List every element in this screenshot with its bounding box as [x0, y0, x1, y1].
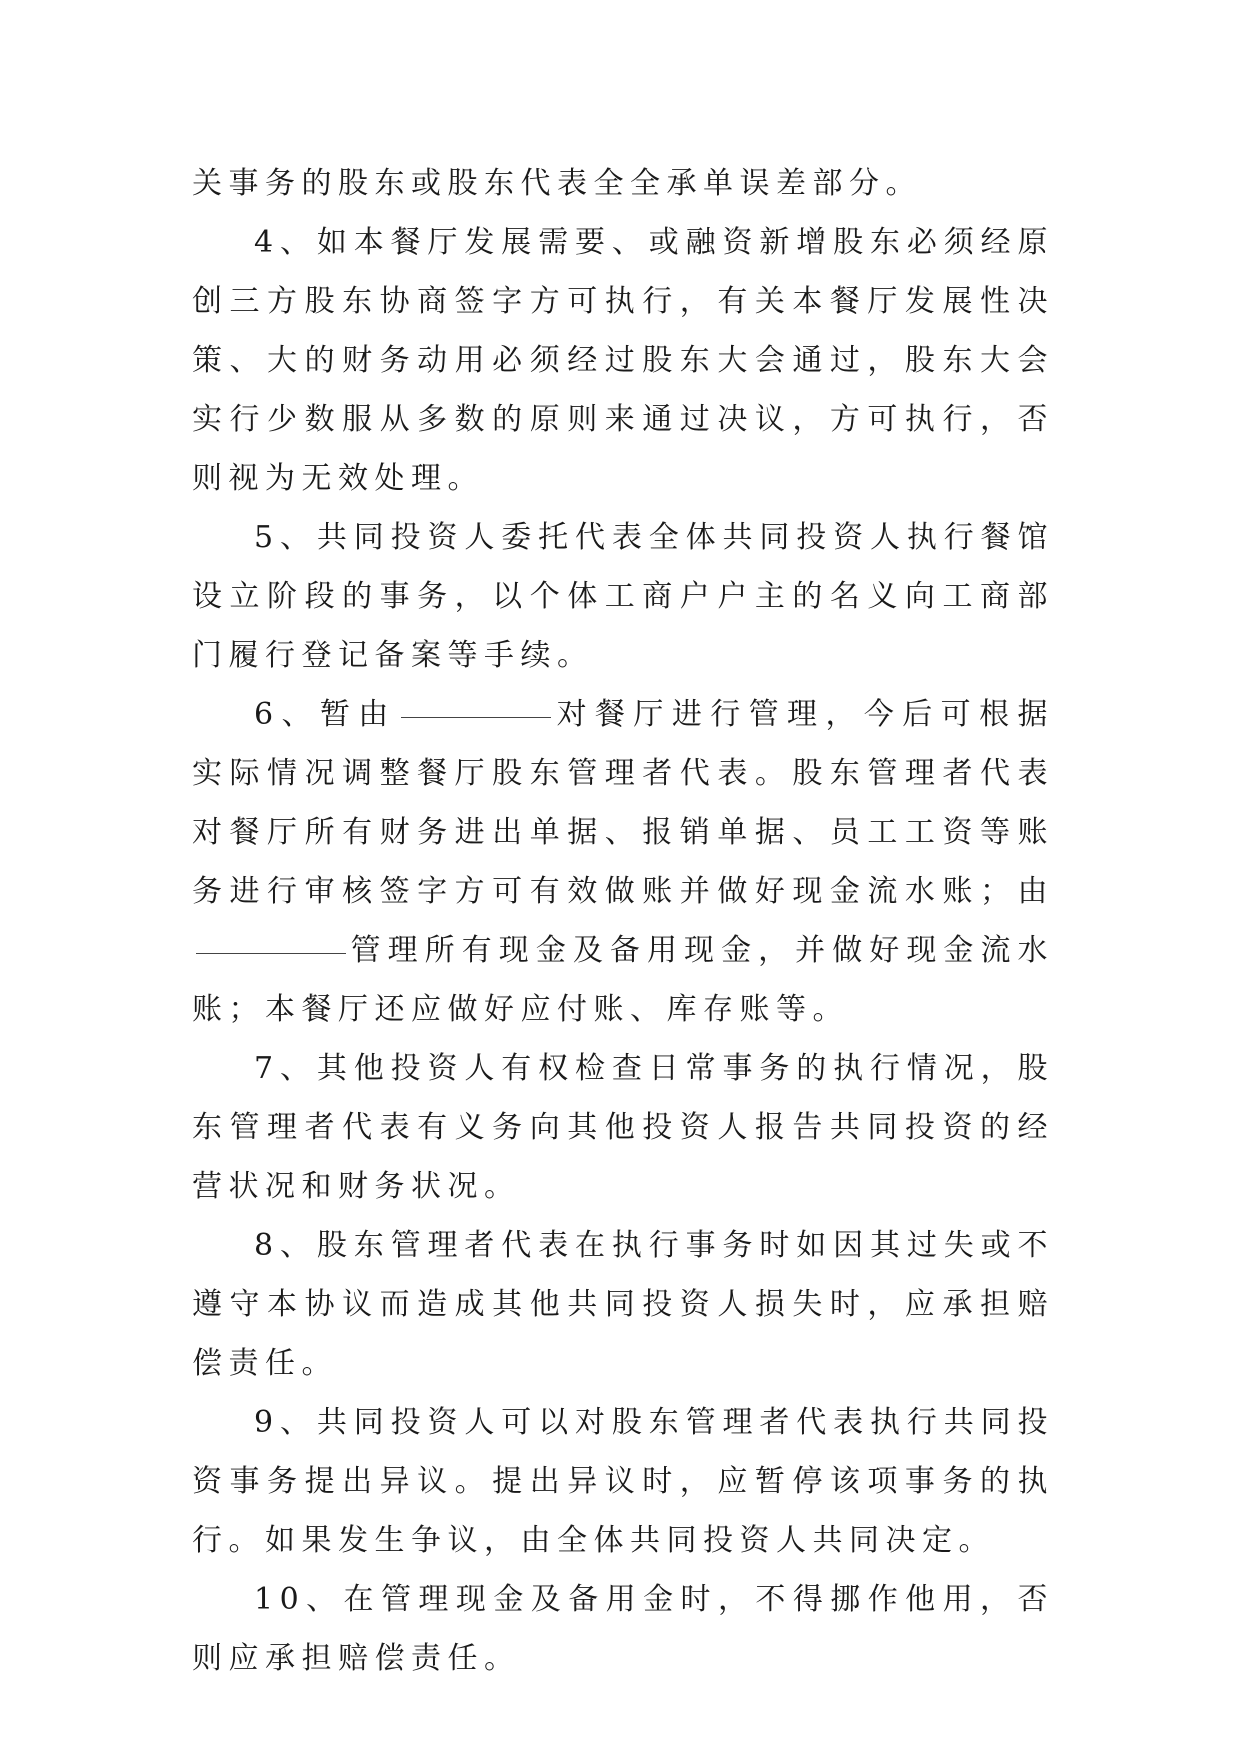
fill-in-blank-cash-keeper — [196, 951, 346, 954]
paragraph-clause-9: 9、共同投资人可以对股东管理者代表执行共同投资事务提出异议。提出异议时，应暂停该项事务的执行。如果发生争议，由全体共同投资人共同决定。 — [192, 1405, 1054, 1558]
paragraph-clause-7: 7、其他投资人有权检查日常事务的执行情况，股东管理者代表有义务向其他投资人报告共同投资的经营状况和财务状况。 — [192, 1051, 1054, 1204]
document-body — [192, 154, 1054, 1688]
paragraph-clause-5: 5、共同投资人委托代表全体共同投资人执行餐馆设立阶段的事务，以个体工商户户主的名义向工商部门履行登记备案等手续。 — [192, 520, 1054, 673]
clause-6-text-b: 对餐厅进行管理，今后可根据实际情况调整餐厅股东管理者代表。股东管理者代表对餐厅所有财务进出单据、报销单据、员工工资等账务进行审核签字方可有效做账并做好现金流水账；由 — [192, 697, 1054, 909]
fill-in-blank-manager — [401, 715, 551, 718]
paragraph-clause-8: 8、股东管理者代表在执行事务时如因其过失或不遵守本协议而造成其他共同投资人损失时，应承担赔偿责任。 — [192, 1228, 1054, 1381]
paragraph-clause-6 — [192, 685, 1054, 1039]
clause-6-text-c: 管理所有现金及备用现金，并做好现金流水账；本餐厅还应做好应付账、库存账等。 — [192, 933, 1054, 1027]
clause-6-text-a: 6、暂由 — [254, 697, 397, 732]
paragraph-continuation: 关事务的股东或股东代表全全承单误差部分。 — [192, 166, 922, 201]
paragraph-clause-4: 4、如本餐厅发展需要、或融资新增股东必须经原创三方股东协商签字方可执行，有关本餐厅发展性决策、大的财务动用必须经过股东大会通过，股东大会实行少数服从多数的原则来通过决议，方可执行，否则视为无效处理。 — [192, 225, 1054, 496]
paragraph-clause-10: 10、在管理现金及备用金时，不得挪作他用，否则应承担赔偿责任。 — [192, 1582, 1054, 1676]
